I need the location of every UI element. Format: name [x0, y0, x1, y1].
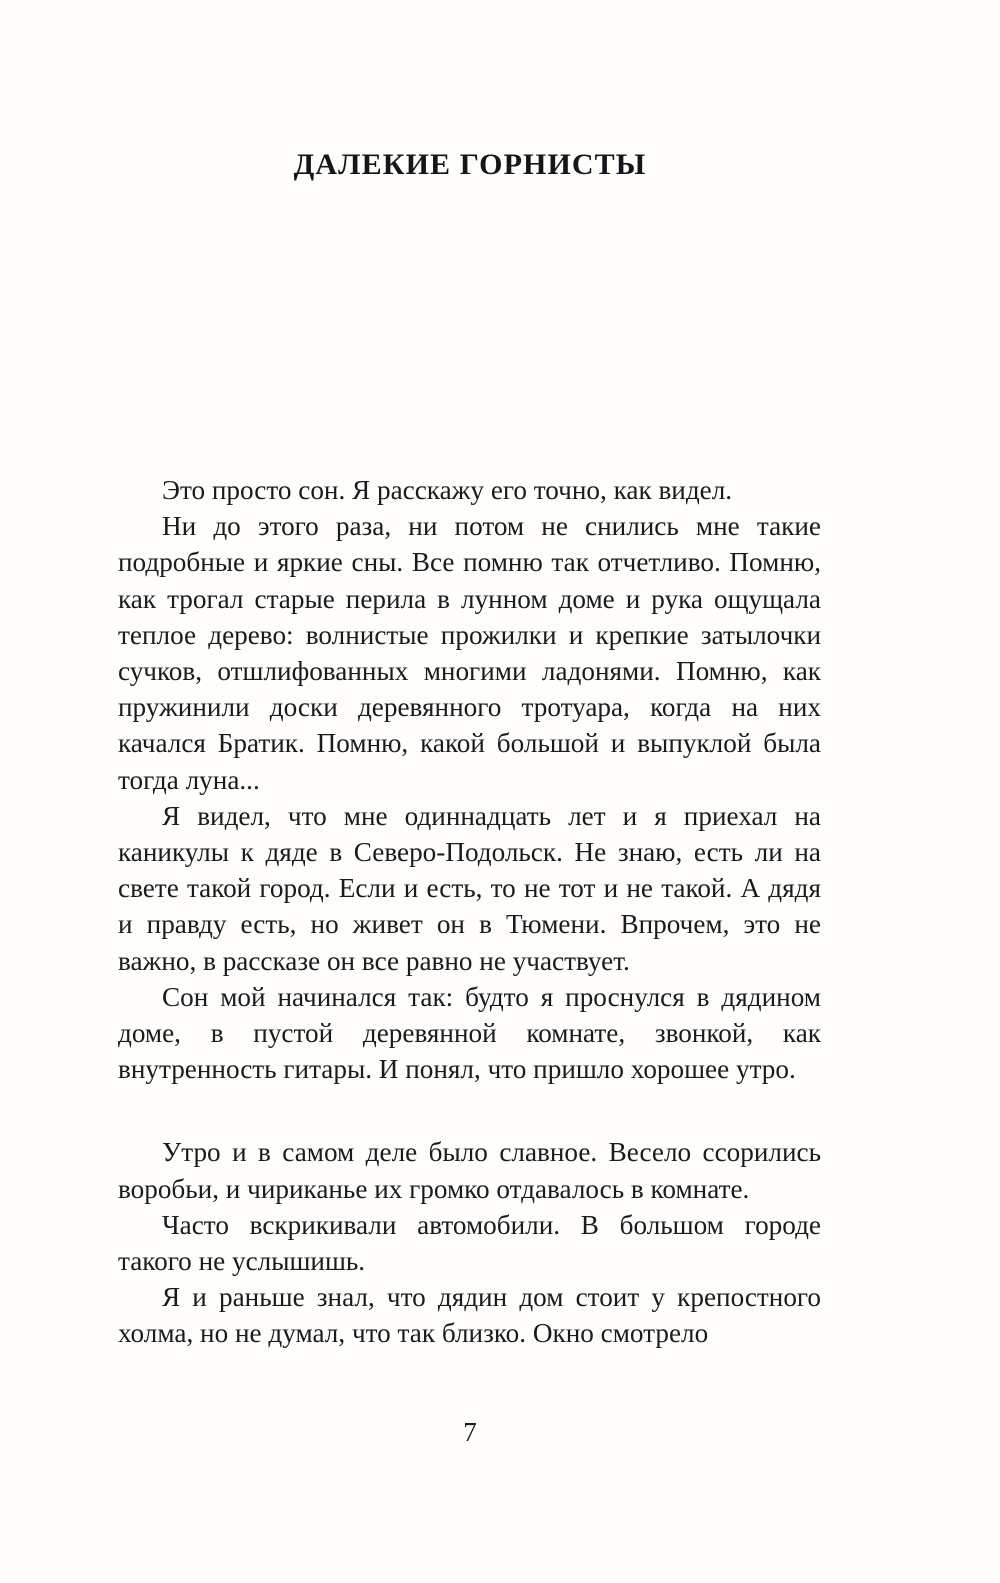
body-text-column [118, 472, 821, 1352]
chapter-title: ДАЛЕКИЕ ГОРНИСТЫ [293, 148, 647, 182]
paragraph: Утро и в самом деле было славное. Весело ссорились воробьи, и чириканье их громко отдавалось в комнате. [118, 1137, 821, 1204]
paragraph: Я видел, что мне одиннадцать лет и я приехал на каникулы к дяде в Северо-Подольск. Не знаю, есть ли на свете такой город. Если и есть, то не тот и не такой. А дядя и правду есть, но живет он в Тюмени. Впрочем, это не важно, в рассказе он все равно не участвует. [118, 800, 821, 976]
paragraph: Я и раньше знал, что дядин дом стоит у крепостного холма, но не думал, что так близко. Окно смотрело [118, 1282, 821, 1349]
section-break [118, 1087, 821, 1134]
paragraph: Это просто сон. Я расскажу его точно, как видел. [162, 475, 733, 505]
paragraph: Ни до этого раза, ни потом не снились мне такие подробные и яркие сны. Все помню так отчетливо. Помню, как трогал старые перила в лунном доме и рука ощущала теплое дерево: волнистые прожилки и крепкие затылочки сучков, отшлифованных многими ладонями. Помню, как пружинили доски деревянного тротуара, когда на них качался Братик. Помню, какой большой и выпуклой была тогда луна... [118, 511, 821, 795]
paragraph: Часто вскрикивали автомобили. В большом городе такого не услышишь. [118, 1209, 821, 1277]
page-number: 7 [463, 1417, 477, 1447]
paragraph: Сон мой начинался так: будто я проснулся в дядином доме, в пустой деревянной комнате, звонкой, как внутренность гитары. И понял, что пришло хорошее утро. [118, 981, 821, 1085]
